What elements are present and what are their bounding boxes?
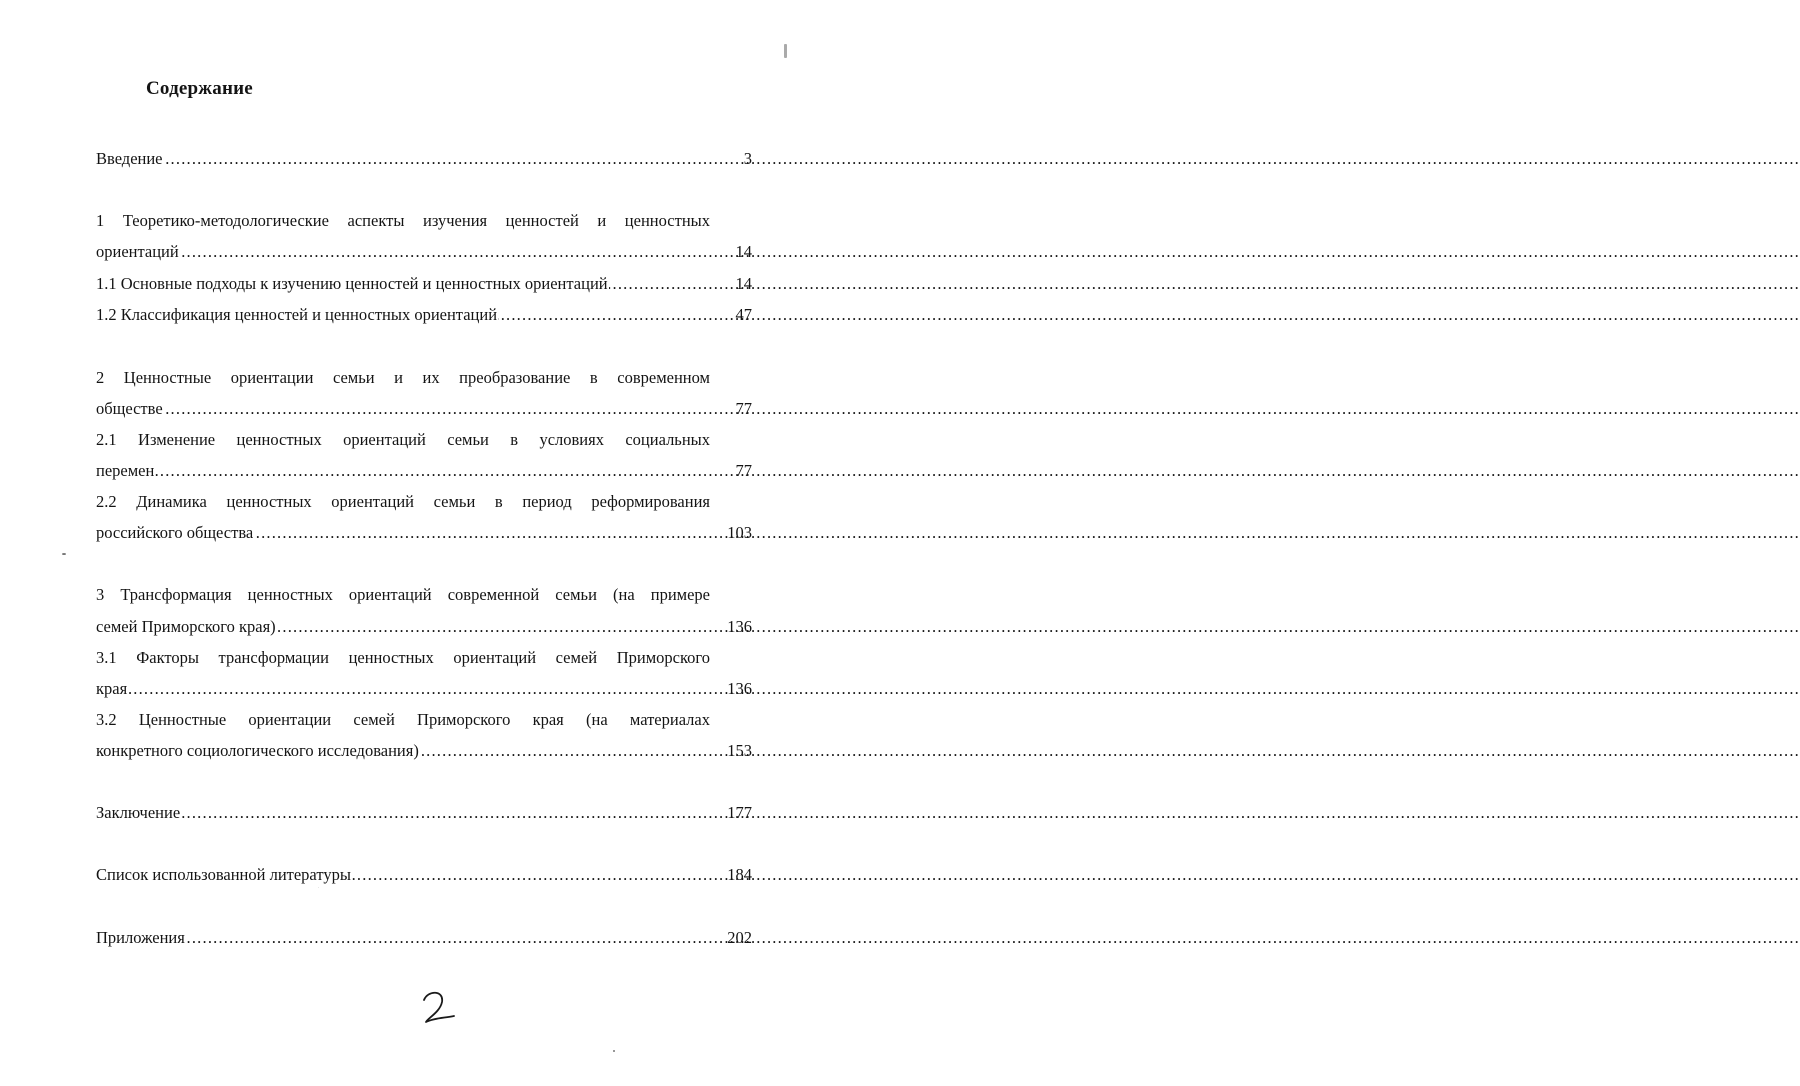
toc-entry-text: Заключение	[96, 803, 181, 822]
toc-entry-text: конкретного социологического исследования)	[96, 741, 419, 760]
toc-chapter-3-line-1[interactable]: 3 Трансформация ценностных ориентаций современной семьи (на примере	[96, 585, 710, 604]
toc-entry-appendices[interactable]	[96, 925, 710, 951]
toc-entry-text: обществе	[96, 399, 163, 418]
toc-entry-text: Список использованной литературы	[96, 865, 351, 884]
toc-entry-text: семей Приморского края)	[96, 617, 276, 636]
toc-chapter-3-line-2[interactable]	[96, 614, 710, 640]
toc-page-number: 136	[727, 617, 752, 636]
scan-speck	[784, 44, 787, 58]
toc-chapter-1-line-2[interactable]	[96, 239, 710, 265]
handwritten-page-number	[318, 888, 458, 1028]
handwritten-page-number-text: 2	[318, 888, 319, 889]
toc-entry-text: Введение	[96, 149, 163, 168]
page-title: Содержание	[146, 78, 253, 99]
toc-page-number: 77	[735, 399, 752, 418]
toc-section-3-1-line-2[interactable]	[96, 676, 710, 702]
toc-section-3-2-line-1[interactable]: 3.2 Ценностные ориентации семей Приморского края (на материалах	[96, 710, 710, 729]
toc-entry-text: ориентаций	[96, 242, 179, 261]
toc-section-2-2-line-1[interactable]: 2.2 Динамика ценностных ориентаций семьи в период реформирования	[96, 492, 710, 511]
toc-entry-bibliography[interactable]	[96, 862, 710, 888]
toc-entry-text: российского общества	[96, 523, 254, 542]
toc-page-number: 14	[735, 242, 752, 261]
toc-entry-text: 1.2 Классификация ценностей и ценностных ориентаций	[96, 305, 498, 324]
document-page	[0, 0, 794, 1086]
toc-section-2-1-line-2[interactable]	[96, 458, 710, 484]
toc-entry-text: Приложения	[96, 928, 185, 947]
toc-page-number: 14	[735, 274, 752, 293]
toc-section-3-1-line-1[interactable]: 3.1 Факторы трансформации ценностных ориентаций семей Приморского	[96, 648, 710, 667]
toc-entry-text: 1.1 Основные подходы к изучению ценностей и ценностных ориентаций	[96, 274, 608, 293]
toc-entry-conclusion[interactable]	[96, 800, 710, 826]
toc-chapter-1-line-1[interactable]: 1 Теоретико-методологические аспекты изучения ценностей и ценностных	[96, 211, 710, 230]
toc-page-number: 103	[727, 523, 752, 542]
toc-entry-text: края	[96, 679, 128, 698]
scan-speck	[613, 1050, 615, 1052]
toc-section-1-1[interactable]	[96, 271, 710, 297]
toc-page-number: 77	[735, 461, 752, 480]
toc-page-number: 136	[727, 679, 752, 698]
toc-page-number: 184	[727, 865, 752, 884]
toc-page-number: 47	[735, 305, 752, 324]
toc-section-2-2-line-2[interactable]	[96, 520, 710, 546]
toc-page-number: 202	[727, 928, 752, 947]
toc-entry-text: перемен	[96, 461, 155, 480]
toc-entry-intro[interactable]	[96, 146, 710, 172]
toc-section-3-2-line-2[interactable]	[96, 738, 710, 764]
toc-section-2-1-line-1[interactable]: 2.1 Изменение ценностных ориентаций семьи в условиях социальных	[96, 430, 710, 449]
toc-chapter-2-line-1[interactable]: 2 Ценностные ориентации семьи и их преобразование в современном	[96, 368, 710, 387]
toc-chapter-2-line-2[interactable]	[96, 396, 710, 422]
scan-speck	[62, 553, 66, 555]
toc-page-number: 3	[743, 149, 752, 168]
toc-page-number: 153	[727, 741, 752, 760]
toc-section-1-2[interactable]	[96, 302, 710, 328]
toc-page-number: 177	[727, 803, 752, 822]
